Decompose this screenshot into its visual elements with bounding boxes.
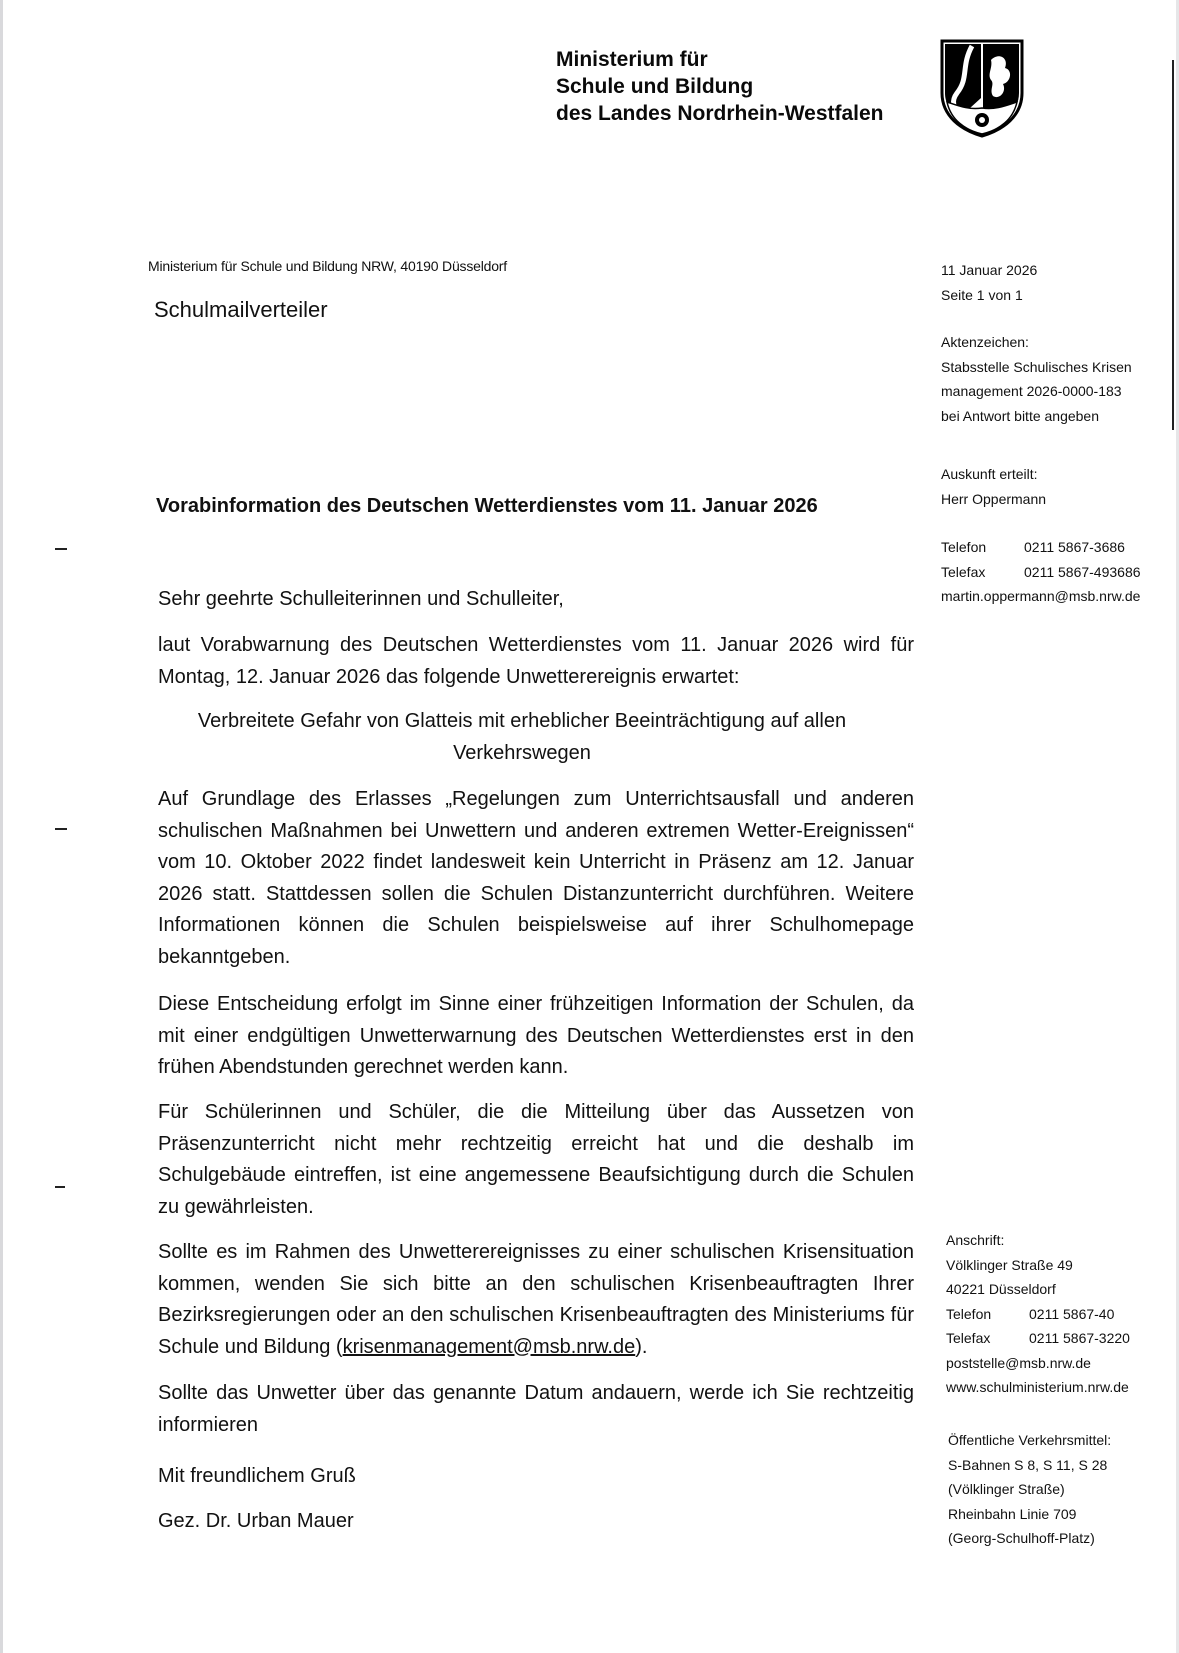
transport-line: Rheinbahn Linie 709	[948, 1505, 1077, 1522]
intro-block	[158, 630, 914, 693]
supervision-block	[158, 1097, 914, 1223]
scan-artifact-line	[1172, 60, 1174, 430]
reference-line: management 2026-0000-183	[941, 383, 1122, 399]
reference-block	[941, 330, 1132, 428]
fold-mark	[55, 548, 67, 550]
warning-block	[152, 706, 892, 769]
transport-label: Öffentliche Verkehrsmittel:	[948, 1432, 1112, 1448]
crisis-paragraph	[158, 1237, 914, 1363]
address-block	[946, 1228, 1130, 1400]
contact-name: Herr Oppermann	[941, 490, 1047, 507]
transport-line: (Völklinger Straße)	[948, 1481, 1065, 1497]
followup-block	[158, 1378, 914, 1441]
contact-block	[941, 462, 1046, 511]
crisis-end: ).	[635, 1335, 648, 1358]
signature-block	[158, 1506, 914, 1538]
transport-line: S-Bahnen S 8, S 11, S 28	[948, 1456, 1108, 1473]
reference-line: Stabsstelle Schulisches Krisen	[941, 358, 1132, 375]
crisis-block	[158, 1237, 914, 1363]
phone-label: Telefon	[946, 1305, 992, 1322]
contact-phone[interactable]: 0211 5867-3686	[1024, 539, 1125, 555]
contact-numbers	[941, 535, 1141, 609]
address-city: 40221 Düsseldorf	[946, 1281, 1056, 1297]
letter-body	[158, 584, 914, 616]
page-number: Seite 1 von 1	[941, 286, 1023, 303]
recipient: Schulmailverteiler	[154, 297, 328, 322]
letter-subject: Vorabinformation des Deutschen Wetterdienstes vom 11. Januar 2026	[156, 495, 818, 517]
followup-paragraph: Sollte das Unwetter über das genannte Datum andauern, werde ich Sie rechtzeitig informieren	[158, 1382, 914, 1436]
fold-mark	[55, 1186, 65, 1188]
reasoning-block	[158, 989, 914, 1084]
letterhead-line: des Landes Nordrhein-Westfalen	[556, 102, 884, 125]
transport-line: (Georg-Schulhoff-Platz)	[948, 1530, 1095, 1546]
fax-label: Telefax	[941, 563, 986, 580]
reasoning-paragraph: Diese Entscheidung erfolgt im Sinne einer frühzeitigen Information der Schulen, da mit einer endgültigen Unwetterwarnung des Deutschen Wetterdienstes erst in den frühen Abendstunden gerechnet werden kann.	[158, 993, 914, 1078]
decision-paragraph: Auf Grundlage des Erlasses „Regelungen zum Unterrichtsausfall und anderen schulischen Maßnahmen bei Unwettern und anderen extremen Wetter-Ereignissen“ vom 10. Oktober 2022 findet landesweit kein Unterricht in Präsenz am 12. Januar 2026 statt. Stattdessen sollen die Schulen Distanzunterricht durchführen. Weitere Informationen können die Schulen beispielsweise auf ihrer Schulhomepage bekanntgeben.	[158, 788, 914, 968]
punch-mark	[55, 828, 67, 830]
main-email[interactable]: poststelle@msb.nrw.de	[946, 1354, 1091, 1371]
letterhead-line: Schule und Bildung	[556, 75, 754, 98]
main-fax: 0211 5867-3220	[1029, 1330, 1130, 1346]
letterhead-line: Ministerium für	[556, 48, 708, 71]
intro-paragraph: laut Vorabwarnung des Deutschen Wetterdienstes vom 11. Januar 2026 wird für Montag, 12. Januar 2026 das folgende Unwetterereignis erwartet:	[158, 634, 914, 688]
weather-warning: Verbreitete Gefahr von Glatteis mit erheblicher Beeinträchtigung auf allen Verkehrswegen	[197, 710, 847, 764]
address-street: Völklinger Straße 49	[946, 1256, 1073, 1273]
reference-line: bei Antwort bitte angeben	[941, 407, 1100, 424]
reference-label: Aktenzeichen:	[941, 334, 1029, 350]
date-block	[941, 258, 1037, 307]
decision-block	[158, 784, 914, 973]
website-link[interactable]: www.schulministerium.nrw.de	[946, 1379, 1129, 1395]
crisis-text: Sollte es im Rahmen des Unwetterereignisses zu einer schulischen Krisensituation kommen, wenden Sie sich bitte an den schulischen Krisenbeauftragten Ihrer Bezirksregierungen oder an den schulischen Krisenbeauftragten des Ministeriums für Schule und Bildung (	[158, 1241, 914, 1358]
crisis-email-link[interactable]: krisenmanagement@msb.nrw.de	[342, 1335, 636, 1358]
ministry-letterhead	[556, 46, 884, 127]
phone-label: Telefon	[941, 539, 987, 555]
address-label: Anschrift:	[946, 1232, 1005, 1248]
main-phone[interactable]: 0211 5867-40	[1029, 1305, 1115, 1322]
sender-address-line: Ministerium für Schule und Bildung NRW, 40190 Düsseldorf	[148, 258, 507, 274]
fax-label: Telefax	[946, 1330, 991, 1346]
contact-email[interactable]: martin.oppermann@msb.nrw.de	[941, 588, 1141, 604]
salutation: Sehr geehrte Schulleiterinnen und Schulleiter,	[158, 588, 564, 610]
transport-block	[948, 1428, 1111, 1551]
closing-block	[158, 1461, 914, 1493]
supervision-paragraph: Für Schülerinnen und Schüler, die die Mitteilung über das Aussetzen von Präsenzunterricht nicht mehr rechtzeitig erreicht hat und die deshalb im Schulgebäude eintreffen, ist eine angemessene Beaufsichtigung durch die Schulen zu gewährleisten.	[158, 1101, 914, 1218]
contact-label: Auskunft erteilt:	[941, 466, 1038, 482]
signature: Gez. Dr. Urban Mauer	[158, 1510, 354, 1532]
page-edge-left	[0, 0, 3, 1653]
nrw-coat-of-arms-icon	[939, 38, 1025, 138]
letter-date: 11 Januar 2026	[941, 262, 1038, 278]
closing: Mit freundlichem Gruß	[158, 1465, 356, 1487]
contact-fax: 0211 5867-493686	[1024, 563, 1141, 580]
